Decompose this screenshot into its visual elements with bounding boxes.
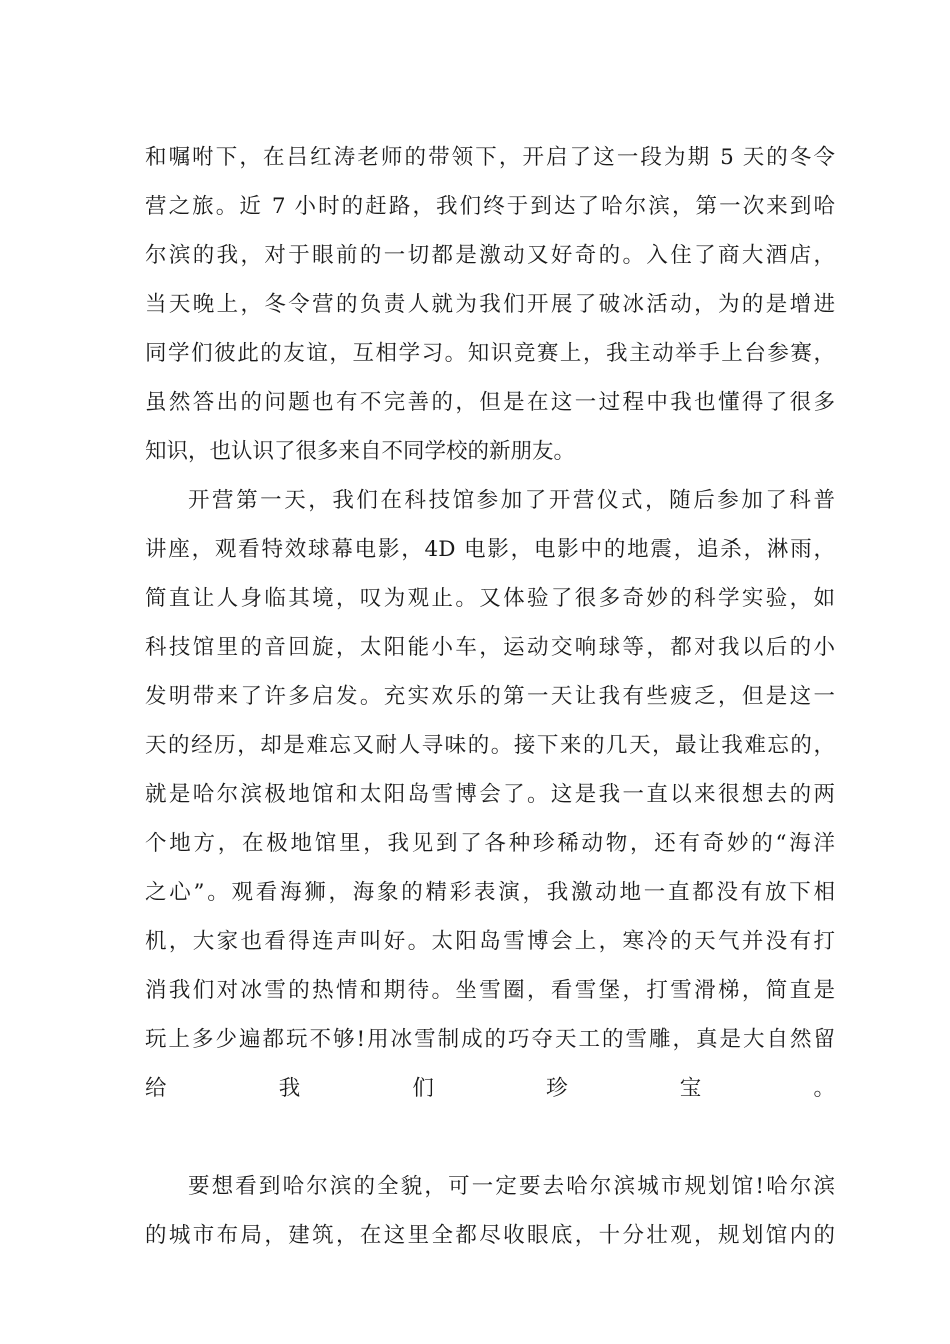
text-line: 讲座，观看特效球幕电影，4D 电影，电影中的地震，追杀，淋雨， <box>145 537 835 562</box>
text-line: 营之旅。近 7 小时的赶路，我们终于到达了哈尔滨，第一次来到哈 <box>145 194 835 219</box>
text-line: 当天晚上，冬令营的负责人就为我们开展了破冰活动，为的是增进 <box>145 292 835 317</box>
text-line: 尔滨的我，对于眼前的一切都是激动又好奇的。入住了商大酒店， <box>145 243 835 268</box>
text-line: 知识，也认识了很多来自不同学校的新朋友。 <box>145 439 576 464</box>
text-line: 玩上多少遍都玩不够!用冰雪制成的巧夺天工的雪雕，真是大自然留 <box>145 1027 835 1052</box>
paragraph-urban-planning-hall <box>145 1162 835 1260</box>
text-line: 消我们对冰雪的热情和期待。坐雪圈，看雪堡，打雪滑梯，简直是 <box>145 978 835 1003</box>
text-line: 发明带来了许多启发。充实欢乐的第一天让我有些疲乏，但是这一 <box>145 684 835 709</box>
text-line: 的城市布局，建筑，在这里全都尽收眼底，十分壮观，规划馆内的 <box>145 1223 835 1248</box>
text-line: 天的经历，却是难忘又耐人寻味的。接下来的几天，最让我难忘的， <box>145 733 835 758</box>
text-line: 和嘱咐下，在吕红涛老师的带领下，开启了这一段为期 5 天的冬令 <box>145 145 835 170</box>
text-line: 给我们珍宝。 <box>145 1076 835 1101</box>
text-line: 机，大家也看得连声叫好。太阳岛雪博会上，寒冷的天气并没有打 <box>145 929 835 954</box>
document-body <box>145 133 835 1260</box>
text-line <box>145 1113 835 1162</box>
text-line: 要想看到哈尔滨的全貌，可一定要去哈尔滨城市规划馆!哈尔滨 <box>188 1174 835 1199</box>
text-line: 虽然答出的问题也有不完善的，但是在这一过程中我也懂得了很多 <box>145 390 835 415</box>
paragraph-science-museum <box>145 476 835 1162</box>
text-line: 开营第一天，我们在科技馆参加了开营仪式，随后参加了科普 <box>188 488 835 513</box>
text-line: 就是哈尔滨极地馆和太阳岛雪博会了。这是我一直以来很想去的两 <box>145 782 835 807</box>
text-line: 同学们彼此的友谊，互相学习。知识竞赛上，我主动举手上台参赛， <box>145 341 835 366</box>
paragraph-winter-camp-arrival <box>145 133 835 476</box>
text-line: 个地方，在极地馆里，我见到了各种珍稀动物，还有奇妙的“海洋 <box>145 831 835 856</box>
text-line: 简直让人身临其境，叹为观止。又体验了很多奇妙的科学实验，如 <box>145 586 835 611</box>
text-line: 之心”。观看海狮，海象的精彩表演，我激动地一直都没有放下相 <box>145 880 835 905</box>
text-line: 科技馆里的音回旋，太阳能小车，运动交响球等，都对我以后的小 <box>145 635 835 660</box>
